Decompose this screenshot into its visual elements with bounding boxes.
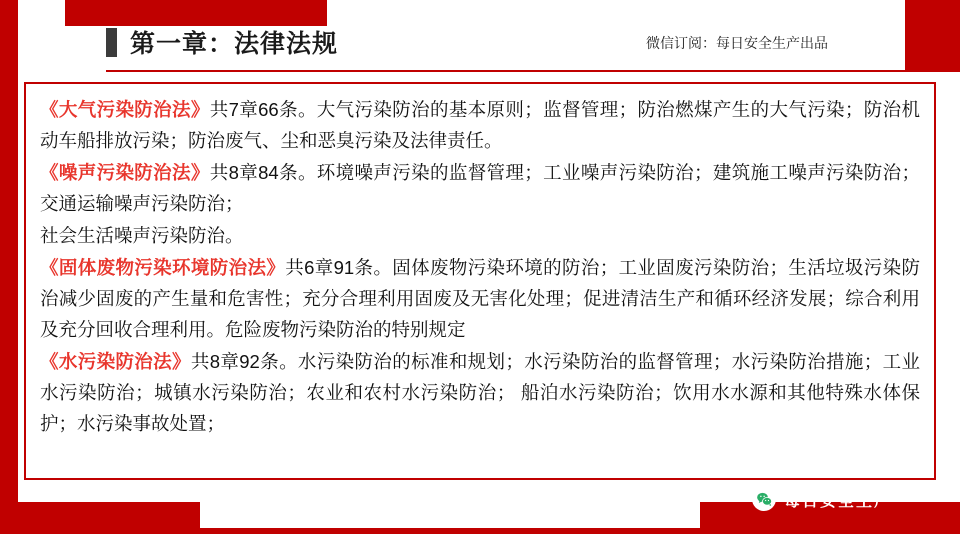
slide-header	[18, 0, 960, 72]
subscription-note: 微信订阅：每日安全生产出品	[646, 35, 828, 51]
header-red-accent-block	[65, 0, 327, 26]
wechat-icon	[752, 487, 776, 511]
law-body: 共7章66条。大气污染防治的基本原则；监督管理；防治燃煤产生的大气污染；防治机动车船排放污染；防治废气、尘和恶臭污染及法律责任。	[40, 99, 920, 151]
chapter-title-text: 第一章：法律法规	[130, 30, 339, 58]
law-title: 《固体废物污染环境防治法》	[40, 257, 286, 278]
paragraph	[40, 157, 920, 219]
law-title: 《噪声污染防治法》	[40, 162, 210, 183]
paragraph	[40, 346, 920, 439]
bottom-edge	[0, 534, 960, 540]
paragraph	[40, 252, 920, 345]
law-title: 《大气污染防治法》	[40, 99, 210, 120]
title-marker-icon	[106, 28, 117, 57]
paragraph	[40, 220, 920, 251]
brand-name: 每日安全生产	[784, 492, 893, 510]
content-box	[24, 82, 936, 480]
law-body: 共8章92条。水污染防治的标准和规划；水污染防治的监督管理；水污染防治措施；工业水污染防治；城镇水污染防治；农业和农村水污染防治； 船泊水污染防治；饮用水水源和其他特殊水体保护；水污染事故处置；	[40, 351, 920, 434]
law-body: 社会生活噪声污染防治。	[40, 225, 244, 246]
page-title	[106, 24, 338, 60]
paragraph	[40, 94, 920, 156]
law-body: 共6章91条。固体废物污染环境的防治；工业固废污染防治；生活垃圾污染防治减少固废的产生量和危害性；充分合理利用固废及无害化处理；促进清洁生产和循环经济发展；综合利用及充分回收合理利用。危险废物污染防治的特别规定	[40, 257, 920, 340]
law-title: 《水污染防治法》	[40, 351, 191, 372]
header-divider	[106, 70, 923, 72]
law-body: 共8章84条。环境噪声污染的监督管理；工业噪声污染防治；建筑施工噪声污染防治；交通运输噪声污染防治；	[40, 162, 920, 214]
brand-watermark	[752, 487, 892, 511]
header-red-right-block	[905, 0, 960, 72]
left-red-bar	[0, 0, 18, 540]
